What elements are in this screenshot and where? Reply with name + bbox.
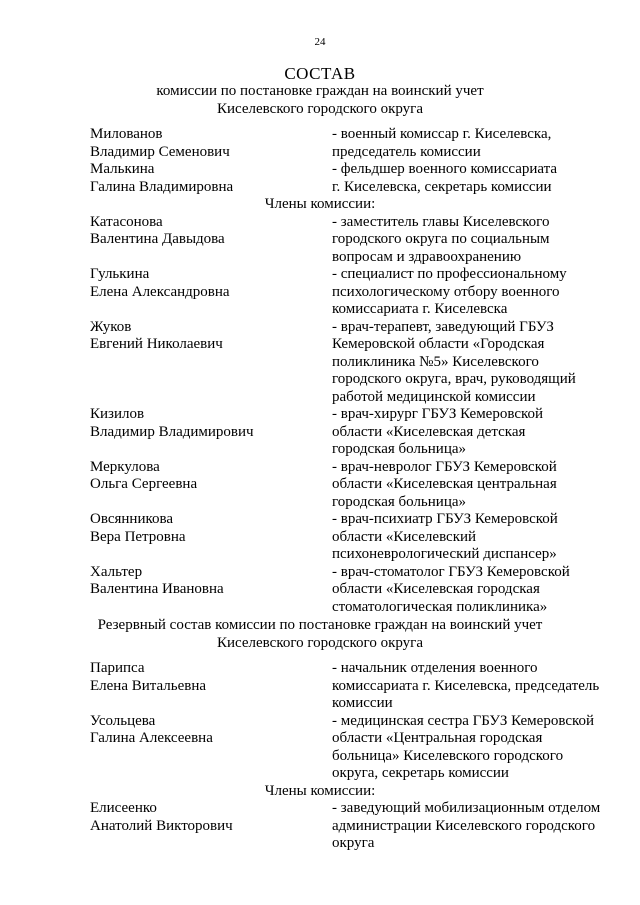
member-role: - специалист по профессиональному психологическому отбору военного комиссариата г. Киселевска	[332, 266, 567, 317]
member-row	[0, 126, 640, 161]
member-name: Малькина Галина Владимировна	[90, 161, 234, 195]
member-name: Катасонова Валентина Давыдова	[90, 213, 225, 247]
member-row	[0, 319, 640, 407]
member-row	[0, 406, 640, 459]
member-role: - врач-стоматолог ГБУЗ Кемеровской области «Киселевская городская стоматологическая поликлиника»	[332, 563, 570, 615]
members-heading: Члены комиссии:	[264, 782, 376, 799]
member-role: - фельдшер военного комиссариата г. Киселевска, секретарь комиссии	[332, 161, 558, 195]
member-row	[0, 713, 640, 783]
title-line: Киселевского городского округа	[217, 100, 423, 117]
member-row	[0, 800, 640, 853]
member-row	[0, 660, 640, 713]
member-role: - заместитель главы Киселевского городского округа по социальным вопросам и здравоохранению	[332, 213, 550, 265]
member-name: Милованов Владимир Семенович	[90, 126, 230, 160]
page-number: 24	[314, 36, 326, 48]
member-name: Хальтер Валентина Ивановна	[90, 563, 224, 597]
member-row	[0, 459, 640, 512]
member-name: Овсянникова Вера Петровна	[90, 511, 186, 545]
member-row	[0, 564, 640, 617]
member-role: - заведующий мобилизационным отделом администрации Киселевского городского округа	[332, 800, 601, 851]
member-row	[0, 214, 640, 267]
main-composition	[0, 126, 640, 616]
document-title	[0, 64, 640, 118]
member-role: - военный комиссар г. Киселевска, председатель комиссии	[332, 126, 552, 160]
member-name: Гулькина Елена Александровна	[90, 266, 230, 300]
reserve-title-line: Киселевского городского округа	[217, 634, 423, 651]
member-role: - врач-невролог ГБУЗ Кемеровской области «Киселевская центральная городская больница»	[332, 458, 557, 510]
member-role: - начальник отделения военного комиссариата г. Киселевска, председатель комиссии	[332, 660, 600, 711]
member-role: - врач-хирург ГБУЗ Кемеровской области «Киселевская детская городская больница»	[332, 406, 544, 457]
member-name: Жуков Евгений Николаевич	[90, 318, 223, 352]
member-role: - врач-психиатр ГБУЗ Кемеровской области «Киселевский психоневрологический диспансер»	[332, 511, 558, 562]
member-name: Кизилов Владимир Владимирович	[90, 406, 254, 440]
reserve-title-line: Резервный состав комиссии по постановке граждан на воинский учет	[97, 617, 543, 633]
title-main: СОСТАВ	[284, 64, 356, 83]
member-role: - медицинская сестра ГБУЗ Кемеровской области «Центральная городская больница» Киселевского городского округа, секретарь комиссии	[332, 712, 595, 781]
member-name: Меркулова Ольга Сергеевна	[90, 458, 198, 492]
member-role: - врач-терапевт, заведующий ГБУЗ Кемеровской области «Городская поликлиника №5» Киселевского городского округа, врач, руководящий работой медицинской комиссии	[332, 318, 576, 405]
member-name: Усольцева Галина Алексеевна	[90, 712, 213, 746]
member-name: Парипса Елена Витальевна	[90, 660, 207, 694]
member-row	[0, 266, 640, 319]
member-name: Елисеенко Анатолий Викторович	[90, 800, 233, 834]
members-heading: Члены комиссии:	[264, 196, 376, 212]
member-row	[0, 511, 640, 564]
member-row	[0, 161, 640, 196]
title-line: комиссии по постановке граждан на воинский учет	[156, 83, 484, 99]
reserve-composition	[0, 617, 640, 853]
